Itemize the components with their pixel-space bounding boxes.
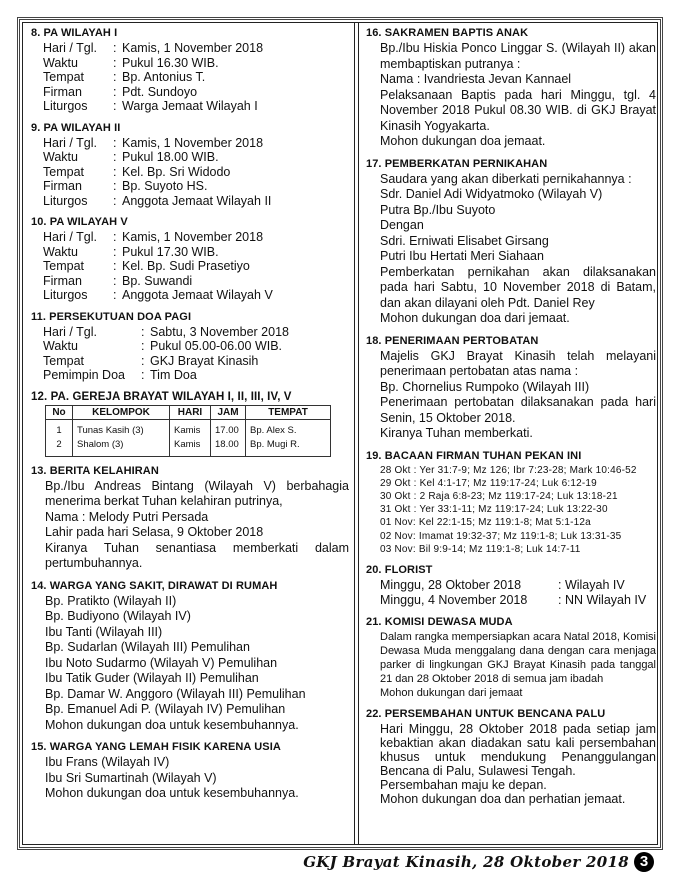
- row-value: Kamis, 1 November 2018: [122, 230, 264, 244]
- frame-inner-border: [22, 22, 658, 845]
- row-label: Firman: [43, 179, 82, 193]
- row-value: Pukul 16.30 WIB.: [122, 55, 219, 70]
- row-label: Waktu: [43, 244, 78, 259]
- section-title: 18. PENERIMAAN PERTOBATAN: [366, 334, 539, 347]
- text-line: Bp./Ibu Andreas Bintang (Wilayah V) berbahagia menerima berkat Tuhan kelahiran putrinya,: [45, 478, 349, 508]
- section-title: 8. PA WILAYAH I: [31, 27, 118, 39]
- list-item: Ibu Tanti (Wilayah III): [45, 624, 163, 639]
- info-row: Pemimpin Doa : Tim Doa: [43, 368, 197, 382]
- row-label: Liturgos: [43, 193, 88, 208]
- section-pa-wilayah-5: [31, 216, 349, 303]
- table-cell: 2: [46, 438, 73, 457]
- table-cell: Bp. Mugi R.: [246, 438, 331, 457]
- text-line: Mohon dukungan dari jemaat: [380, 686, 523, 699]
- row-label: Waktu: [43, 55, 78, 70]
- sick-list: [31, 594, 349, 734]
- table-cell: 18.00: [211, 438, 246, 457]
- section-komisi-dewasa-muda: [366, 616, 656, 700]
- row-value: Kamis, 1 November 2018: [122, 135, 264, 150]
- info-row: Firman : Pdt. Sundoyo: [43, 84, 198, 99]
- text-line: Majelis GKJ Brayat Kinasih telah melayani penerimaan pertobatan atas nama :: [380, 348, 656, 378]
- info-row: Hari / Tgl. : Sabtu, 3 November 2018: [43, 324, 289, 339]
- text-line: Putra Bp./Ibu Suyoto: [380, 202, 496, 217]
- paragraph: [366, 41, 656, 150]
- list-item: Bp. Damar W. Anggoro (Wilayah III) Pemulihan: [45, 686, 306, 701]
- info-row: Tempat : Kel. Bp. Sri Widodo: [43, 164, 231, 179]
- section-title: 9. PA WILAYAH II: [31, 121, 121, 134]
- section-pa-wilayah-2: [31, 122, 349, 209]
- section-pemberkatan-pernikahan: [366, 158, 656, 327]
- section-persekutuan-doa-pagi: [31, 311, 349, 383]
- row-value: Bp. Antonius T.: [122, 70, 206, 84]
- text-line: Bp. Chornelius Rumpoko (Wilayah III): [380, 379, 590, 394]
- text-line: Penerimaan pertobatan dilaksanakan pada hari Senin, 15 Oktober 2018.: [380, 395, 656, 425]
- column-header: HARI: [170, 405, 211, 419]
- table-row: [46, 438, 331, 457]
- row-value: Pukul 18.00 WIB.: [122, 150, 219, 164]
- row-label: Tempat: [43, 70, 84, 84]
- row-value: Anggota Jemaat Wilayah V: [122, 288, 273, 302]
- info-row: Liturgos : Anggota Jemaat Wilayah V: [43, 288, 273, 302]
- info-row: Tempat : GKJ Brayat Kinasih: [43, 353, 259, 368]
- reading-item: 30 Okt : 2 Raja 6:8-23; Mz 119:17-24; Luk 13:18-21: [380, 490, 618, 502]
- paragraph: [366, 172, 656, 327]
- text-line: Kiranya Tuhan memberkati.: [380, 426, 533, 440]
- column-header: No: [46, 405, 73, 419]
- text-line: Sdri. Erniwati Elisabet Girsang: [380, 233, 549, 248]
- right-column: [366, 27, 656, 814]
- reading-item: 03 Nov: Bil 9:9-14; Mz 119:1-8; Luk 14:7-11: [380, 543, 581, 555]
- list-item: Ibu Frans (Wilayah IV): [45, 755, 170, 769]
- section-title: 12. PA. GEREJA BRAYAT WILAYAH I, II, III, IV, V: [31, 390, 292, 403]
- reading-item: 29 Okt : Kel 4:1-17; Mz 119:17-24; Luk 6:12-19: [380, 477, 597, 489]
- paragraph: [366, 349, 656, 442]
- florist-assignee: : NN Wilayah IV: [558, 592, 647, 607]
- paragraph: [366, 630, 656, 700]
- row-value: Bp. Suyoto HS.: [122, 179, 208, 193]
- section-title: 13. BERITA KELAHIRAN: [31, 464, 159, 477]
- footer-church-date: GKJ Brayat Kinasih, 28 Oktober 2018: [303, 853, 629, 871]
- paragraph: [31, 479, 349, 572]
- info-row: Hari / Tgl. : Kamis, 1 November 2018: [43, 135, 264, 150]
- bulletin-frame: [17, 17, 663, 850]
- column-header: JAM: [211, 405, 246, 419]
- row-value: GKJ Brayat Kinasih: [150, 353, 259, 368]
- text-line: Mohon dukungan doa dan perhatian jemaat.: [380, 791, 626, 806]
- section-title: 11. PERSEKUTUAN DOA PAGI: [31, 310, 192, 323]
- section-penerimaan-pertobatan: [366, 335, 656, 442]
- section-pa-gereja-brayat: [31, 391, 349, 457]
- text-line: Mohon dukungan doa jemaat.: [380, 134, 546, 148]
- group-schedule-table: [45, 405, 331, 457]
- row-value: Warga Jemaat Wilayah I: [122, 99, 258, 113]
- list-item: Bp. Budiyono (Wilayah IV): [45, 609, 191, 623]
- elderly-list: [31, 755, 349, 802]
- list-item: Bp. Sudarlan (Wilayah III) Pemulihan: [45, 640, 250, 654]
- table-cell: Kamis: [170, 419, 211, 438]
- section-title: 10. PA WILAYAH V: [31, 216, 128, 228]
- row-label: Tempat: [43, 353, 84, 368]
- row-label: Liturgos: [43, 99, 88, 113]
- text-line: Mohon dukungan doa untuk kesembuhannya.: [45, 717, 299, 732]
- table-cell: 17.00: [211, 419, 246, 438]
- row-value: Kel. Bp. Sri Widodo: [122, 164, 231, 179]
- row-value: Pukul 17.30 WIB.: [122, 244, 219, 259]
- row-label: Tempat: [43, 259, 84, 273]
- section-sakramen-baptis-anak: [366, 27, 656, 150]
- table-row: [46, 419, 331, 438]
- text-line: Mohon dukungan doa untuk kesembuhannya.: [45, 786, 299, 800]
- text-line: Nama : Ivandriesta Jevan Kannael: [380, 72, 572, 86]
- row-value: Pdt. Sundoyo: [122, 84, 198, 99]
- section-title: 16. SAKRAMEN BAPTIS ANAK: [366, 27, 529, 39]
- column-divider: [354, 23, 359, 844]
- column-header: TEMPAT: [246, 405, 331, 419]
- text-line: Bp./Ibu Hiskia Ponco Linggar S. (Wilayah II) akan membaptiskan putranya :: [380, 41, 656, 71]
- info-row: Hari / Tgl. : Kamis, 1 November 2018: [43, 41, 264, 55]
- text-line: Dengan: [380, 218, 424, 232]
- row-value: Sabtu, 3 November 2018: [150, 324, 289, 339]
- row-label: Tempat: [43, 164, 84, 179]
- info-row: Liturgos : Anggota Jemaat Wilayah II: [43, 193, 272, 208]
- paragraph: [366, 722, 656, 806]
- florist-row: [366, 578, 656, 593]
- row-value: Tim Doa: [150, 368, 197, 382]
- list-item: Ibu Noto Sudarmo (Wilayah V) Pemulihan: [45, 655, 278, 670]
- section-title: 20. FLORIST: [366, 563, 433, 576]
- row-label: Hari / Tgl.: [43, 41, 97, 55]
- info-row: Waktu : Pukul 16.30 WIB.: [43, 55, 219, 70]
- section-persembahan-bencana-palu: [366, 708, 656, 806]
- row-label: Waktu: [43, 150, 78, 164]
- row-value: Bp. Suwandi: [122, 273, 193, 288]
- info-row: Firman : Bp. Suyoto HS.: [43, 179, 208, 193]
- section-title: 22. PERSEMBAHAN UNTUK BENCANA PALU: [366, 707, 606, 720]
- reading-list: [366, 464, 656, 556]
- row-label: Waktu: [43, 339, 78, 353]
- table-cell: Shalom (3): [73, 438, 170, 457]
- page-number-badge: 3: [634, 852, 654, 872]
- text-line: Nama : Melody Putri Persada: [45, 509, 209, 524]
- info-row: Firman : Bp. Suwandi: [43, 273, 193, 288]
- row-label: Hari / Tgl.: [43, 324, 97, 339]
- text-line: Sdr. Daniel Adi Widyatmoko (Wilayah V): [380, 187, 603, 201]
- section-warga-sakit: [31, 580, 349, 734]
- text-line: Lahir pada hari Selasa, 9 Oktober 2018: [45, 525, 264, 539]
- text-line: Persembahan maju ke depan.: [380, 777, 547, 792]
- reading-item: 31 Okt : Yer 33:1-11; Mz 119:17-24; Luk 13:22-30: [380, 504, 608, 516]
- reading-item: 01 Nov: Kel 22:1-15; Mz 119:1-8; Mat 5:1-12a: [380, 517, 591, 529]
- table-cell: Tunas Kasih (3): [73, 419, 170, 438]
- section-title: 19. BACAAN FIRMAN TUHAN PEKAN INI: [366, 449, 582, 462]
- florist-date: Minggu, 4 November 2018: [380, 592, 528, 607]
- left-column: [31, 27, 349, 810]
- info-row: Liturgos : Warga Jemaat Wilayah I: [43, 99, 258, 113]
- row-label: Firman: [43, 273, 82, 288]
- table-header-row: [46, 405, 331, 419]
- row-value: Kel. Bp. Sudi Prasetiyo: [122, 259, 250, 273]
- text-line: Kiranya Tuhan senantiasa memberkati dalam pertumbuhannya.: [45, 540, 349, 570]
- row-value: Pukul 05.00-06.00 WIB.: [150, 339, 283, 353]
- row-value: Anggota Jemaat Wilayah II: [122, 193, 272, 208]
- florist-row: [366, 593, 656, 608]
- table-cell: 1: [46, 419, 73, 438]
- row-label: Hari / Tgl.: [43, 230, 97, 244]
- list-item: Ibu Sri Sumartinah (Wilayah V): [45, 770, 217, 785]
- text-line: Pemberkatan pernikahan akan dilaksanakan pada hari Sabtu, 10 November 2018 di Batam, dan akan dilayani oleh Pdt. Daniel Rey: [380, 264, 656, 310]
- row-label: Liturgos: [43, 288, 88, 302]
- list-item: Bp. Emanuel Adi P. (Wilayah IV) Pemulihan: [45, 702, 286, 716]
- row-label: Hari / Tgl.: [43, 135, 97, 150]
- list-item: Ibu Tatik Guder (Wilayah II) Pemulihan: [45, 671, 259, 685]
- row-value: Kamis, 1 November 2018: [122, 41, 264, 55]
- section-title: 14. WARGA YANG SAKIT, DIRAWAT DI RUMAH: [31, 579, 278, 592]
- info-row: Waktu : Pukul 17.30 WIB.: [43, 244, 219, 259]
- text-line: Dalam rangka mempersiapkan acara Natal 2018, Komisi Dewasa Muda menggalang dana dengan cara menjaga parker di lingkungan GKJ Brayat Kinasih pada tanggal 21 dan 28 Oktober 2018 di semua jam ibadah: [380, 630, 656, 685]
- reading-item: 28 Okt : Yer 31:7-9; Mz 126; Ibr 7:23-28; Mark 10:46-52: [380, 464, 637, 476]
- section-berita-kelahiran: [31, 465, 349, 572]
- text-line: Pelaksanaan Baptis pada hari Minggu, tgl. 4 November 2018 Pukul 08.30 WIB. di GKJ Brayat Kinasih Yogyakarta.: [380, 87, 656, 133]
- info-row: Waktu : Pukul 05.00-06.00 WIB.: [43, 339, 283, 353]
- section-bacaan-firman: [366, 450, 656, 556]
- text-line: Saudara yang akan diberkati pernikahannya :: [380, 171, 632, 186]
- text-line: Mohon dukungan doa dari jemaat.: [380, 311, 570, 325]
- florist-assignee: : Wilayah IV: [558, 577, 625, 592]
- text-line: Putri Ibu Hertati Meri Siahaan: [380, 249, 544, 263]
- info-row: Tempat : Bp. Antonius T.: [43, 70, 206, 84]
- info-row: Waktu : Pukul 18.00 WIB.: [43, 150, 219, 164]
- section-title: 21. KOMISI DEWASA MUDA: [366, 615, 513, 628]
- row-label: Pemimpin Doa: [43, 368, 125, 382]
- section-florist: [366, 564, 656, 608]
- section-warga-lemah-fisik: [31, 741, 349, 802]
- section-title: 15. WARGA YANG LEMAH FISIK KARENA USIA: [31, 741, 281, 753]
- info-row: Tempat : Kel. Bp. Sudi Prasetiyo: [43, 259, 250, 273]
- table-cell: Kamis: [170, 438, 211, 457]
- section-pa-wilayah-1: [31, 27, 349, 114]
- florist-date: Minggu, 28 Oktober 2018: [380, 577, 522, 592]
- list-item: Bp. Pratikto (Wilayah II): [45, 593, 177, 608]
- text-line: Hari Minggu, 28 Oktober 2018 pada setiap jam kebaktian akan diadakan satu kali persembahan khusus untuk mendukung Penanggulangan Bencana di Palu, Sulawesi Tengah.: [380, 721, 656, 778]
- section-title: 17. PEMBERKATAN PERNIKAHAN: [366, 157, 548, 170]
- info-row: Hari / Tgl. : Kamis, 1 November 2018: [43, 230, 264, 244]
- reading-item: 02 Nov: Imamat 19:32-37; Mz 119:1-8; Luk 13:31-35: [380, 530, 622, 542]
- table-cell: Bp. Alex S.: [246, 419, 331, 438]
- column-header: KELOMPOK: [73, 405, 170, 419]
- row-label: Firman: [43, 84, 82, 99]
